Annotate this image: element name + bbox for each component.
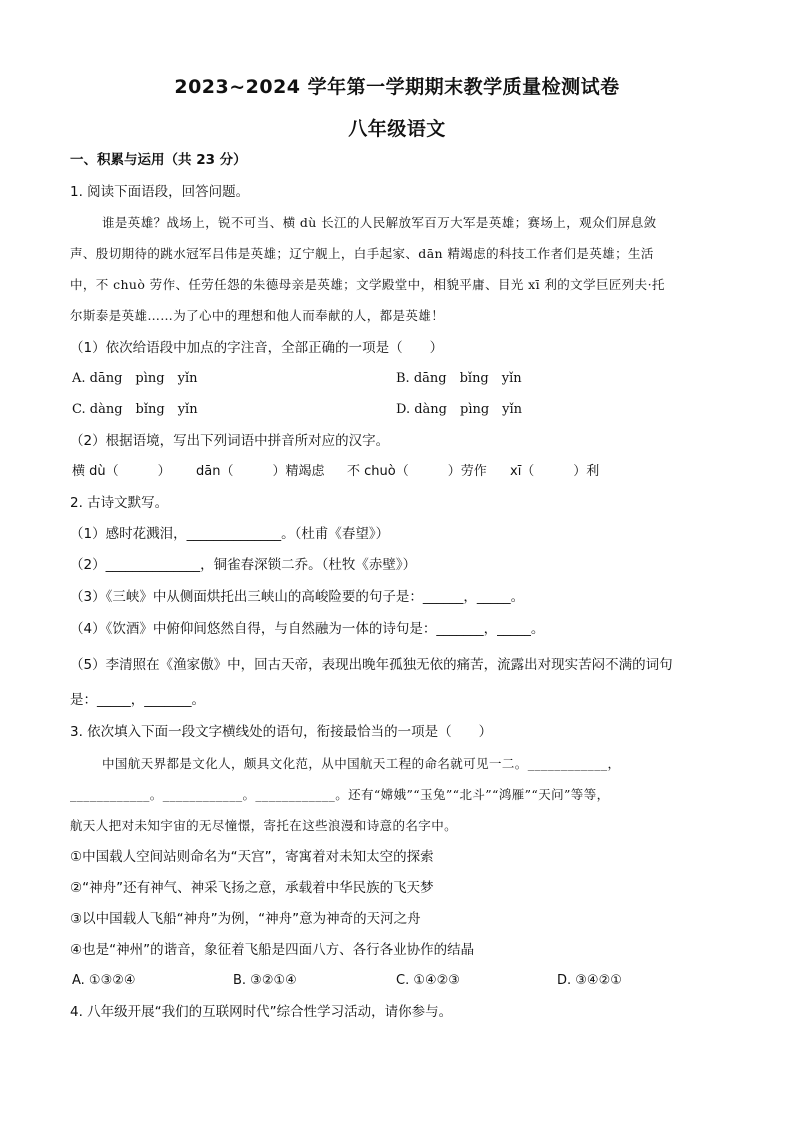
q3-passage-line: ____________。____________。____________。还有“嫦娥”“玉兔”“北斗”“鸿雁”“天问”等等， — [70, 787, 610, 802]
option-c: C. ①④②③ — [396, 973, 460, 988]
q1-sub2: （2）根据语境，写出下列词语中拼音所对应的汉字。 — [70, 433, 390, 449]
q3-item: ①中国载人空间站则命名为“天宫”，寄寓着对未知太空的探索 — [70, 849, 434, 865]
q3-item: ③以中国载人飞船“神舟”为例，“神舟”意为神奇的天河之舟 — [70, 911, 421, 927]
fill-blank: 横 dù（ ） — [72, 464, 171, 479]
q1-passage-line: 谁是英雄？战场上，锐不可当、横 dù 长江的人民解放军百万大军是英雄；赛场上，观众们屏息敛 — [102, 215, 657, 230]
exam-title: 2023~2024 学年第一学期期末教学质量检测试卷 — [174, 76, 620, 98]
q2-line: 是：_____，_______。 — [70, 692, 205, 708]
q1-passage-line: 尔斯泰是英雄……为了心中的理想和他人而奉献的人，都是英雄！ — [70, 308, 445, 323]
q1-sub1: （1）依次给语段中加点的字注音，全部正确的一项是（ ） — [70, 340, 444, 356]
option-b: B. ③②①④ — [233, 973, 297, 988]
q2-line: （1）感时花溅泪，______________。（杜甫《春望》） — [70, 526, 390, 542]
q3-passage-line: 航天人把对未知宇宙的无尽憧憬，寄托在这些浪漫和诗意的名字中。 — [70, 818, 458, 833]
q3-item: ②“神舟”还有神气、神采飞扬之意，承载着中华民族的飞天梦 — [70, 880, 434, 896]
q1-passage-line: 声、殷切期待的跳水冠军吕伟是英雄；辽宁舰上，白手起家、dān 精竭虑的科技工作者们是英雄；生活 — [70, 246, 654, 261]
fill-blank: dān（ ）精竭虑 — [196, 464, 325, 479]
q1-passage-line: 中，不 chuò 劳作、任劳任怨的朱德母亲是英雄；文学殿堂中，相貌平庸、目光 xī 利的文学巨匠列夫·托 — [70, 277, 665, 292]
option-c: C. dàng bǐng yǐn — [72, 402, 198, 417]
option-d: D. dàng pìng yǐn — [396, 402, 523, 417]
option-b: B. dāng bǐng yǐn — [396, 371, 522, 386]
q2-line: （4）《饮酒》中俯仰间悠然自得，与自然融为一体的诗句是：_______，_____。 — [70, 621, 545, 637]
q1-stem: 1. 阅读下面语段，回答问题。 — [70, 184, 250, 200]
q2-stem: 2. 古诗文默写。 — [70, 495, 169, 511]
q3-passage-line: 中国航天界都是文化人，颇具文化范，从中国航天工程的命名就可见一二。____________， — [102, 756, 621, 771]
q2-line: （5）李清照在《渔家傲》中，回古天帝，表现出晚年孤独无依的痛苦，流露出对现实苦闷不满的词句 — [70, 657, 673, 673]
q4-stem: 4. 八年级开展“我们的互联网时代”综合性学习活动，请你参与。 — [70, 1004, 453, 1020]
fill-blank: 不 chuò（ ）劳作 — [347, 464, 487, 479]
option-a: A. ①③②④ — [72, 973, 136, 988]
fill-blank: xī（ ）利 — [510, 464, 600, 479]
option-a: A. dāng pìng yǐn — [72, 371, 198, 386]
exam-subtitle: 八年级语文 — [348, 118, 446, 140]
q3-item: ④也是“神州”的谐音，象征着飞船是四面八方、各行各业协作的结晶 — [70, 942, 475, 958]
section-heading: 一、积累与运用（共 23 分） — [70, 152, 247, 168]
q2-line: （3）《三峡》中从侧面烘托出三峡山的高峻险要的句子是：______，_____。 — [70, 589, 525, 605]
q3-stem: 3. 依次填入下面一段文字横线处的语句，衔接最恰当的一项是（ ） — [70, 724, 493, 740]
q2-line: （2）______________，铜雀春深锁二乔。（杜牧《赤壁》） — [70, 557, 417, 573]
option-d: D. ③④②① — [557, 973, 622, 988]
